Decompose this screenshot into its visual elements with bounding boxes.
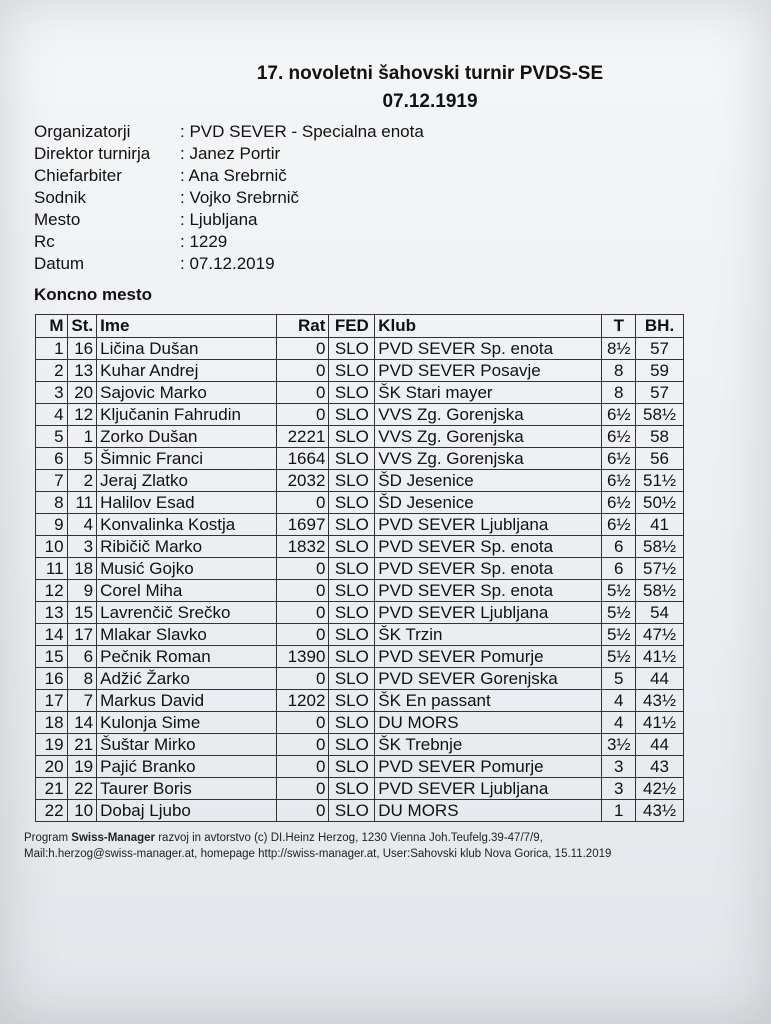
cell-federation: SLO (329, 712, 375, 734)
cell-federation: SLO (329, 536, 375, 558)
footer-line-1-rest: razvoj in avtorstvo (c) DI.Heinz Herzog, 1230 Vienna Joh.Teufelg.39-47/7/9, (155, 832, 543, 844)
cell-start-number: 7 (67, 690, 97, 712)
cell-rating: 0 (277, 668, 329, 690)
cell-club: DU MORS (375, 712, 602, 734)
cell-rating: 0 (277, 360, 329, 382)
cell-federation: SLO (329, 338, 375, 360)
cell-name: Šuštar Mirko (97, 734, 277, 756)
cell-buchholz: 57½ (636, 558, 684, 580)
header-points: T (602, 315, 636, 338)
cell-name: Konvalinka Kostja (97, 514, 277, 536)
cell-rating: 0 (277, 712, 329, 734)
cell-rank: 14 (36, 624, 68, 646)
cell-rating: 0 (277, 800, 329, 822)
cell-buchholz: 58 (636, 426, 684, 448)
cell-points: 3 (602, 778, 636, 800)
cell-buchholz: 54 (636, 602, 684, 624)
cell-start-number: 6 (67, 646, 97, 668)
cell-points: 5 (602, 668, 636, 690)
info-value: : Ljubljana (180, 210, 258, 229)
cell-name: Kuhar Andrej (97, 360, 277, 382)
cell-rating: 0 (277, 558, 329, 580)
cell-buchholz: 41 (636, 514, 684, 536)
cell-points: 1 (602, 800, 636, 822)
cell-rank: 6 (36, 448, 68, 470)
cell-club: VVS Zg. Gorenjska (375, 426, 602, 448)
footer-line-2: Mail:h.herzog@swiss-manager.at, homepage http://swiss-manager.at, User:Sahovski klub Nova Gorica, 15.11.2019 (24, 848, 612, 860)
cell-buchholz: 58½ (636, 580, 684, 602)
cell-start-number: 12 (67, 404, 97, 426)
cell-points: 8 (602, 382, 636, 404)
cell-start-number: 3 (67, 536, 97, 558)
cell-name: Šimnic Franci (97, 448, 277, 470)
header-m: M (36, 315, 68, 338)
cell-rank: 17 (36, 690, 68, 712)
table-row (36, 624, 684, 646)
cell-buchholz: 42½ (636, 778, 684, 800)
cell-buchholz: 57 (636, 382, 684, 404)
cell-rank: 5 (36, 426, 68, 448)
cell-points: 3½ (602, 734, 636, 756)
cell-points: 6½ (602, 514, 636, 536)
table-row (36, 448, 684, 470)
tournament-info (34, 121, 424, 275)
table-row (36, 492, 684, 514)
cell-points: 6½ (602, 404, 636, 426)
cell-club: VVS Zg. Gorenjska (375, 404, 602, 426)
info-row (34, 187, 424, 209)
table-row (36, 580, 684, 602)
cell-buchholz: 43½ (636, 800, 684, 822)
table-row (36, 558, 684, 580)
cell-name: Ličina Dušan (97, 338, 277, 360)
cell-federation: SLO (329, 558, 375, 580)
cell-start-number: 11 (67, 492, 97, 514)
cell-rating: 1202 (277, 690, 329, 712)
cell-rating: 0 (277, 602, 329, 624)
cell-start-number: 14 (67, 712, 97, 734)
cell-buchholz: 58½ (636, 536, 684, 558)
cell-name: Halilov Esad (97, 492, 277, 514)
info-label: Chiefarbiter (34, 166, 122, 185)
cell-name: Corel Miha (97, 580, 277, 602)
cell-points: 5½ (602, 602, 636, 624)
cell-club: DU MORS (375, 800, 602, 822)
cell-buchholz: 47½ (636, 624, 684, 646)
cell-name: Markus David (97, 690, 277, 712)
cell-club: ŠD Jesenice (375, 492, 602, 514)
cell-name: Sajovic Marko (97, 382, 277, 404)
cell-start-number: 16 (67, 338, 97, 360)
cell-federation: SLO (329, 382, 375, 404)
cell-rank: 8 (36, 492, 68, 514)
cell-federation: SLO (329, 580, 375, 602)
cell-buchholz: 51½ (636, 470, 684, 492)
cell-club: PVD SEVER Sp. enota (375, 338, 602, 360)
footer-program-name: Swiss-Manager (71, 832, 156, 844)
cell-points: 6 (602, 558, 636, 580)
info-value: : 07.12.2019 (180, 254, 275, 273)
cell-start-number: 13 (67, 360, 97, 382)
table-row (36, 514, 684, 536)
info-row (34, 165, 424, 187)
table-row (36, 734, 684, 756)
table-row (36, 712, 684, 734)
cell-points: 5½ (602, 646, 636, 668)
cell-name: Mlakar Slavko (97, 624, 277, 646)
cell-rank: 3 (36, 382, 68, 404)
cell-club: PVD SEVER Ljubljana (375, 602, 602, 624)
cell-rank: 10 (36, 536, 68, 558)
header-club: Klub (375, 315, 602, 338)
table-row (36, 404, 684, 426)
cell-rank: 13 (36, 602, 68, 624)
info-row (34, 121, 424, 143)
cell-federation: SLO (329, 602, 375, 624)
cell-start-number: 2 (67, 470, 97, 492)
table-row (36, 602, 684, 624)
table-row (36, 338, 684, 360)
cell-federation: SLO (329, 734, 375, 756)
cell-start-number: 8 (67, 668, 97, 690)
cell-rank: 4 (36, 404, 68, 426)
cell-rank: 18 (36, 712, 68, 734)
cell-buchholz: 56 (636, 448, 684, 470)
info-label: Direktor turnirja (34, 144, 151, 163)
cell-club: VVS Zg. Gorenjska (375, 448, 602, 470)
cell-rating: 1697 (277, 514, 329, 536)
table-row (36, 470, 684, 492)
cell-federation: SLO (329, 646, 375, 668)
table-row (36, 382, 684, 404)
cell-name: Pajić Branko (97, 756, 277, 778)
header-rating: Rat (277, 315, 329, 338)
info-value: : Ana Srebrnič (180, 166, 287, 185)
info-label: Mesto (34, 210, 81, 229)
cell-points: 6½ (602, 448, 636, 470)
cell-points: 8 (602, 360, 636, 382)
cell-start-number: 15 (67, 602, 97, 624)
cell-start-number: 20 (67, 382, 97, 404)
info-value: : 1229 (180, 232, 228, 251)
cell-start-number: 4 (67, 514, 97, 536)
header-name: Ime (97, 315, 277, 338)
cell-federation: SLO (329, 668, 375, 690)
cell-federation: SLO (329, 756, 375, 778)
cell-club: PVD SEVER Sp. enota (375, 558, 602, 580)
cell-name: Ključanin Fahrudin (97, 404, 277, 426)
cell-club: PVD SEVER Sp. enota (375, 580, 602, 602)
cell-name: Lavrenčič Srečko (97, 602, 277, 624)
cell-start-number: 5 (67, 448, 97, 470)
cell-buchholz: 44 (636, 668, 684, 690)
document-date: 07.12.1919 (382, 91, 478, 112)
cell-rank: 21 (36, 778, 68, 800)
cell-club: PVD SEVER Pomurje (375, 756, 602, 778)
cell-points: 4 (602, 712, 636, 734)
cell-rank: 15 (36, 646, 68, 668)
cell-rating: 1832 (277, 536, 329, 558)
header-start-number: St. (67, 315, 97, 338)
cell-name: Kulonja Sime (97, 712, 277, 734)
info-row (34, 253, 424, 275)
cell-federation: SLO (329, 690, 375, 712)
footer-prefix: Program (24, 832, 72, 844)
cell-rating: 0 (277, 382, 329, 404)
cell-federation: SLO (329, 514, 375, 536)
table-row (36, 778, 684, 800)
cell-rank: 22 (36, 800, 68, 822)
cell-rating: 2032 (277, 470, 329, 492)
cell-club: PVD SEVER Ljubljana (375, 514, 602, 536)
cell-points: 6 (602, 536, 636, 558)
cell-club: PVD SEVER Pomurje (375, 646, 602, 668)
cell-rank: 16 (36, 668, 68, 690)
cell-name: Zorko Dušan (97, 426, 277, 448)
cell-rating: 0 (277, 492, 329, 514)
cell-start-number: 1 (67, 426, 97, 448)
cell-federation: SLO (329, 426, 375, 448)
cell-club: PVD SEVER Gorenjska (375, 668, 602, 690)
cell-name: Pečnik Roman (97, 646, 277, 668)
cell-rating: 1664 (277, 448, 329, 470)
cell-start-number: 19 (67, 756, 97, 778)
cell-rank: 9 (36, 514, 68, 536)
cell-buchholz: 43½ (636, 690, 684, 712)
document-title: 17. novoletni šahovski turnir PVDS-SE (256, 63, 604, 84)
cell-rating: 0 (277, 778, 329, 800)
cell-points: 4 (602, 690, 636, 712)
cell-points: 5½ (602, 624, 636, 646)
cell-name: Dobaj Ljubo (97, 800, 277, 822)
cell-name: Adžić Žarko (97, 668, 277, 690)
info-label: Rc (34, 232, 55, 251)
cell-name: Jeraj Zlatko (97, 470, 277, 492)
cell-rank: 7 (36, 470, 68, 492)
cell-points: 6½ (602, 470, 636, 492)
info-label: Organizatorji (34, 122, 131, 141)
cell-buchholz: 43 (636, 756, 684, 778)
cell-club: ŠK Trzin (375, 624, 602, 646)
cell-rating: 0 (277, 338, 329, 360)
info-label: Datum (34, 254, 85, 273)
cell-rating: 0 (277, 624, 329, 646)
cell-buchholz: 50½ (636, 492, 684, 514)
cell-start-number: 18 (67, 558, 97, 580)
cell-rank: 2 (36, 360, 68, 382)
table-row (36, 646, 684, 668)
cell-start-number: 22 (67, 778, 97, 800)
header-buchholz: BH. (636, 315, 684, 338)
info-row (34, 209, 424, 231)
standings-table (35, 314, 684, 822)
cell-rank: 11 (36, 558, 68, 580)
cell-federation: SLO (329, 624, 375, 646)
info-value: : Vojko Srebrnič (180, 188, 300, 207)
table-row (36, 360, 684, 382)
table-row (36, 690, 684, 712)
cell-club: PVD SEVER Sp. enota (375, 536, 602, 558)
cell-rating: 0 (277, 756, 329, 778)
cell-club: ŠK Stari mayer (375, 382, 602, 404)
cell-start-number: 17 (67, 624, 97, 646)
section-title: Koncno mesto (34, 285, 153, 304)
cell-club: ŠK Trebnje (375, 734, 602, 756)
table-row (36, 426, 684, 448)
info-row (34, 143, 424, 165)
cell-rank: 19 (36, 734, 68, 756)
cell-club: ŠK En passant (375, 690, 602, 712)
cell-rating: 0 (277, 404, 329, 426)
cell-start-number: 10 (67, 800, 97, 822)
cell-federation: SLO (329, 492, 375, 514)
cell-buchholz: 41½ (636, 646, 684, 668)
footer (24, 830, 611, 862)
cell-rating: 1390 (277, 646, 329, 668)
table-row (36, 756, 684, 778)
cell-rating: 0 (277, 734, 329, 756)
cell-rank: 1 (36, 338, 68, 360)
cell-start-number: 9 (67, 580, 97, 602)
table-row (36, 536, 684, 558)
cell-points: 6½ (602, 426, 636, 448)
cell-federation: SLO (329, 778, 375, 800)
cell-buchholz: 57 (636, 338, 684, 360)
cell-buchholz: 58½ (636, 404, 684, 426)
cell-name: Musić Gojko (97, 558, 277, 580)
cell-name: Ribičič Marko (97, 536, 277, 558)
info-row (34, 231, 424, 253)
cell-points: 6½ (602, 492, 636, 514)
cell-buchholz: 59 (636, 360, 684, 382)
cell-federation: SLO (329, 404, 375, 426)
cell-federation: SLO (329, 470, 375, 492)
cell-points: 3 (602, 756, 636, 778)
cell-federation: SLO (329, 800, 375, 822)
header-federation: FED (329, 315, 375, 338)
info-value: : Janez Portir (180, 144, 281, 163)
table-header-row (36, 315, 684, 338)
cell-federation: SLO (329, 360, 375, 382)
cell-federation: SLO (329, 448, 375, 470)
cell-buchholz: 44 (636, 734, 684, 756)
cell-rank: 12 (36, 580, 68, 602)
info-label: Sodnik (34, 188, 86, 207)
cell-points: 8½ (602, 338, 636, 360)
cell-start-number: 21 (67, 734, 97, 756)
table-row (36, 668, 684, 690)
table-row (36, 800, 684, 822)
cell-rank: 20 (36, 756, 68, 778)
cell-club: PVD SEVER Ljubljana (375, 778, 602, 800)
cell-points: 5½ (602, 580, 636, 602)
cell-club: ŠD Jesenice (375, 470, 602, 492)
footer-line-1 (24, 830, 611, 846)
cell-rating: 0 (277, 580, 329, 602)
cell-club: PVD SEVER Posavje (375, 360, 602, 382)
cell-name: Taurer Boris (97, 778, 277, 800)
cell-rating: 2221 (277, 426, 329, 448)
cell-buchholz: 41½ (636, 712, 684, 734)
info-value: : PVD SEVER - Specialna enota (180, 122, 424, 141)
